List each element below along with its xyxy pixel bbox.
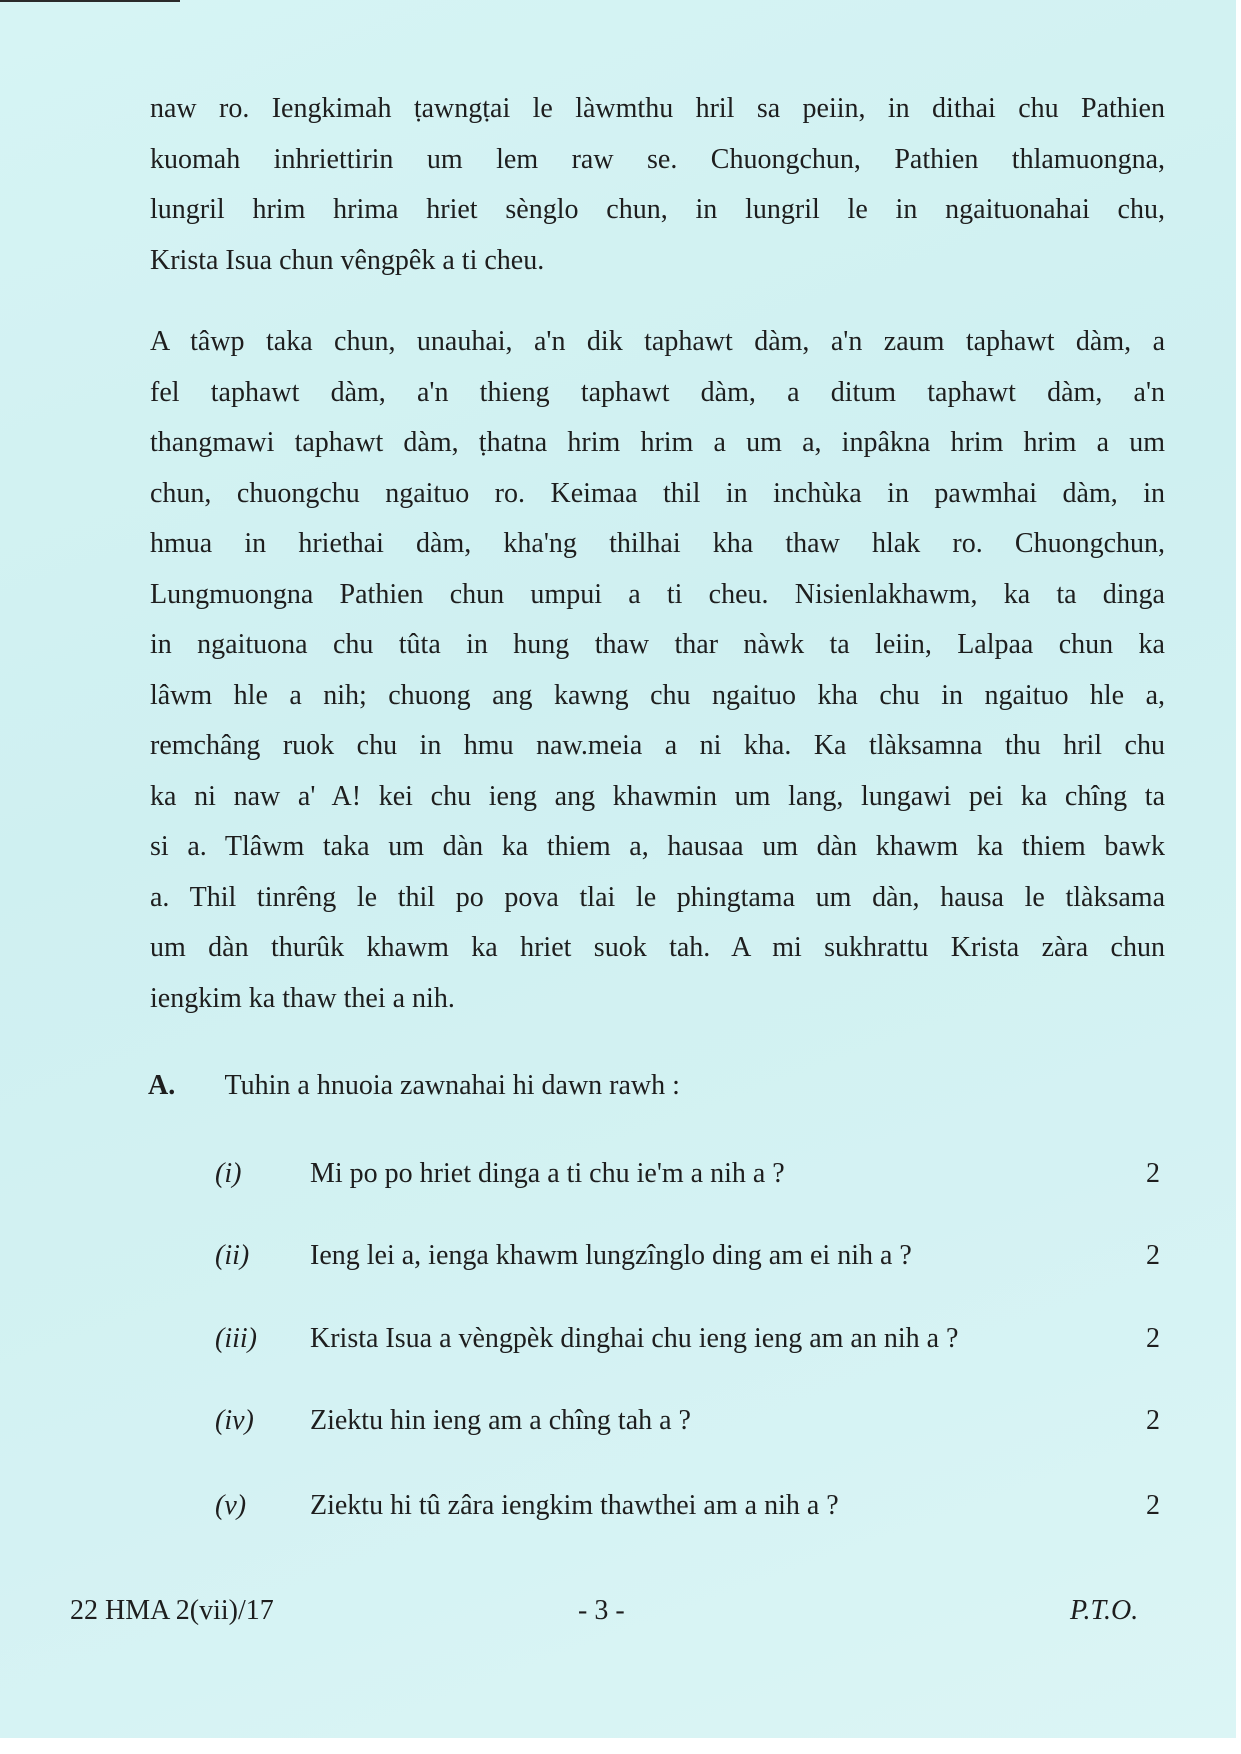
question-text: Ziektu hi tû zâra iengkim thawthei am a nih a ? <box>310 1490 839 1521</box>
question-text: Krista Isua a vèngpèk dinghai chu ieng ieng am an nih a ? <box>310 1323 959 1354</box>
passage-line: lungril hrim hrima hriet sènglo chun, in lungril le in ngaituonahai chu, <box>150 194 1165 225</box>
question-marks: 2 <box>1146 1240 1160 1271</box>
question-marks: 2 <box>1146 1405 1160 1436</box>
question-item <box>215 1323 1160 1363</box>
question-number: (i) <box>215 1158 242 1189</box>
section-letter: A. <box>148 1070 176 1101</box>
question-marks: 2 <box>1146 1490 1160 1521</box>
passage-line: hmua in hriethai dàm, kha'ng thilhai kha thaw hlak ro. Chuongchun, <box>150 528 1165 559</box>
question-item <box>215 1405 1160 1445</box>
question-item <box>215 1158 1160 1198</box>
passage-line: fel taphawt dàm, a'n thieng taphawt dàm, a ditum taphawt dàm, a'n <box>150 376 1165 408</box>
passage-line: a. Thil tinrêng le thil po pova tlai le phingtama um dàn, hausa le tlàksama <box>150 881 1165 913</box>
passage-line: remchâng ruok chu in hmu naw.meia a ni kha. Ka tlàksamna thu hril chu <box>150 730 1165 761</box>
passage-line: iengkim ka thaw thei a nih. <box>150 982 455 1014</box>
passage-line: lâwm hle a nih; chuong ang kawng chu ngaituo kha chu in ngaituo hle a, <box>150 679 1165 711</box>
passage-line: kuomah inhriettirin um lem raw se. Chuongchun, Pathien thlamuongna, <box>150 143 1165 175</box>
passage-line: Krista Isua chun vêngpêk a ti cheu. <box>150 244 545 276</box>
question-number: (ii) <box>215 1240 250 1271</box>
question-item <box>215 1240 1160 1280</box>
page-number: - 3 - <box>578 1595 625 1626</box>
passage-line: A tâwp taka chun, unauhai, a'n dik taphawt dàm, a'n zaum taphawt dàm, a <box>150 326 1165 357</box>
top-edge-rule <box>0 0 180 2</box>
passage-paragraph-1 <box>150 84 1165 286</box>
paper-code: 22 HMA 2(vii)/17 <box>70 1595 274 1626</box>
passage-line: in ngaituona chu tûta in hung thaw thar nàwk ta leiin, Lalpaa chun ka <box>150 629 1165 660</box>
passage-paragraph-2 <box>150 317 1165 1024</box>
question-text: Mi po po hriet dinga a ti chu ie'm a nih a ? <box>310 1158 785 1189</box>
section-a-heading <box>148 1070 680 1102</box>
question-item <box>215 1490 1160 1530</box>
passage-line: um dàn thurûk khawm ka hriet suok tah. A mi sukhrattu Krista zàra chun <box>150 932 1165 963</box>
passage-line: ka ni naw a' A! kei chu ieng ang khawmin um lang, lungawi pei ka chîng ta <box>150 780 1165 812</box>
question-number: (iii) <box>215 1323 257 1354</box>
passage-line: thangmawi taphawt dàm, ṭhatna hrim hrim a um a, inpâkna hrim hrim a um <box>150 427 1165 458</box>
question-marks: 2 <box>1146 1158 1160 1189</box>
question-number: (iv) <box>215 1405 254 1436</box>
question-text: Ieng lei a, ienga khawm lungzînglo ding am ei nih a ? <box>310 1240 912 1271</box>
passage-line: si a. Tlâwm taka um dàn ka thiem a, hausaa um dàn khawm ka thiem bawk <box>150 831 1165 862</box>
question-number: (v) <box>215 1490 247 1521</box>
passage-line: chun, chuongchu ngaituo ro. Keimaa thil in inchùka in pawmhai dàm, in <box>150 477 1165 509</box>
passage-line: naw ro. Iengkimah ṭawngṭai le làwmthu hril sa peiin, in dithai chu Pathien <box>150 93 1165 124</box>
question-marks: 2 <box>1146 1323 1160 1354</box>
section-instruction: Tuhin a hnuoia zawnahai hi dawn rawh : <box>224 1070 680 1101</box>
question-text: Ziektu hin ieng am a chîng tah a ? <box>310 1405 691 1436</box>
please-turn-over: P.T.O. <box>1070 1595 1139 1626</box>
passage-line: Lungmuongna Pathien chun umpui a ti cheu. Nisienlakhawm, ka ta dinga <box>150 578 1165 610</box>
